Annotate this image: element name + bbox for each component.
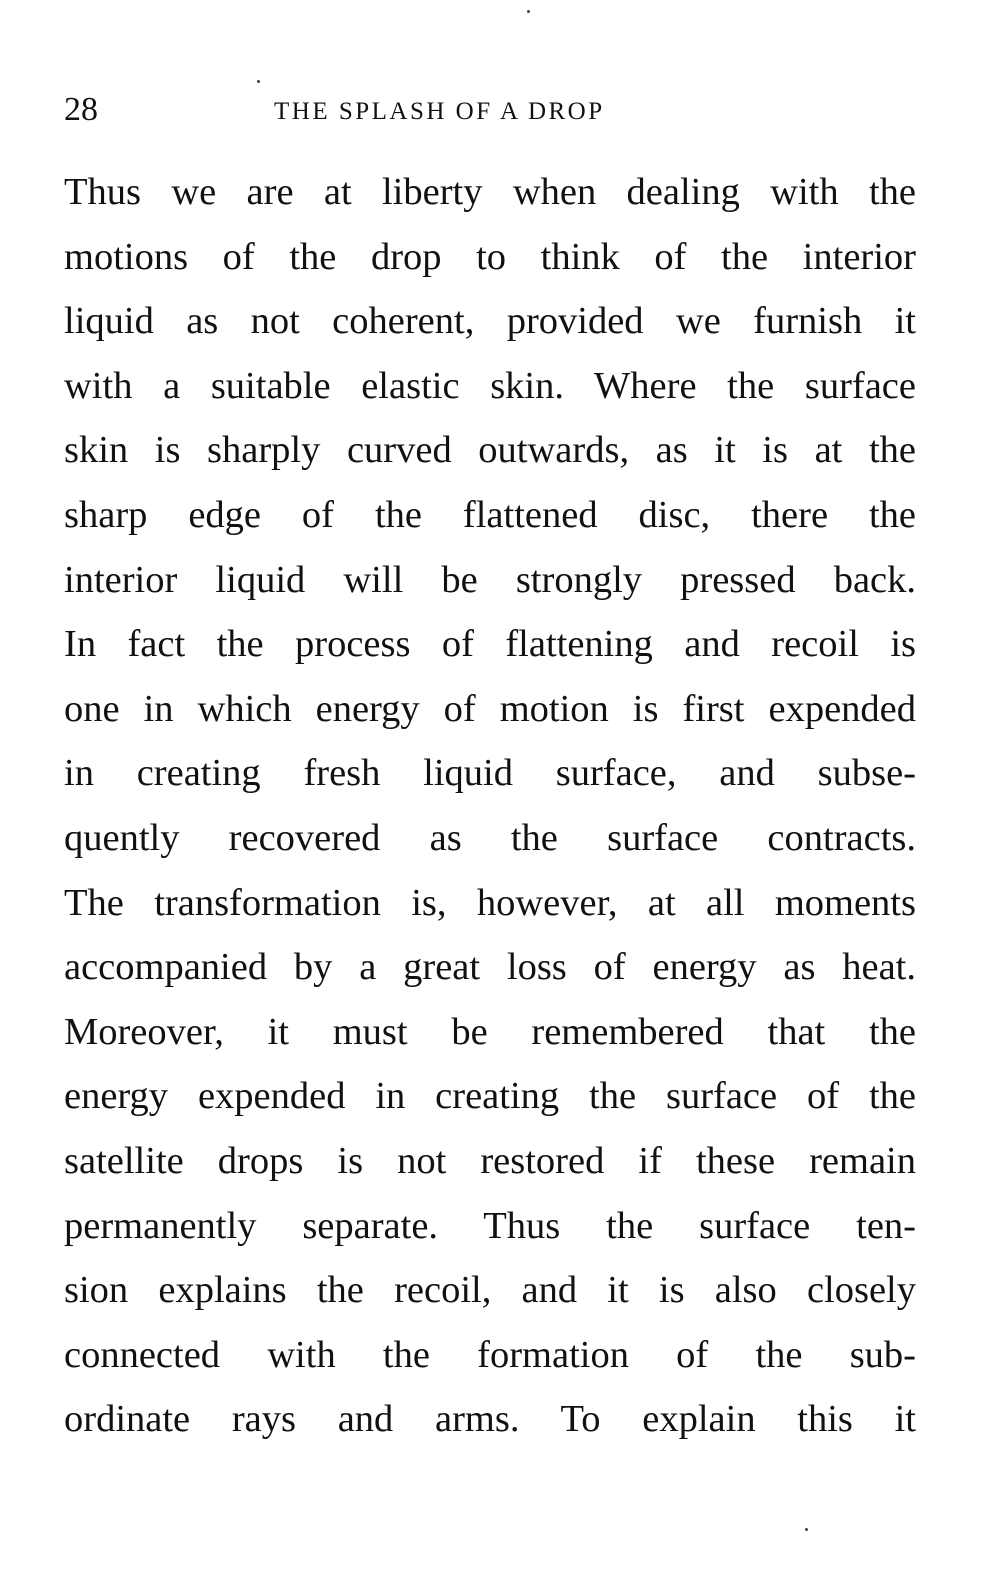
- text-line: interior liquid will be strongly pressed back.: [64, 558, 916, 601]
- text-line: permanently separate. Thus the surface ten-: [64, 1204, 916, 1247]
- text-line: quently recovered as the surface contracts.: [64, 816, 916, 859]
- text-line: ordinate rays and arms. To explain this it: [64, 1398, 916, 1441]
- print-speck: [527, 10, 530, 13]
- text-line: with a suitable elastic skin. Where the surface: [64, 364, 916, 407]
- text-line: liquid as not coherent, provided we furnish it: [64, 300, 916, 343]
- text-line: one in which energy of motion is first expended: [64, 687, 916, 730]
- text-line: sion explains the recoil, and it is also closely: [64, 1269, 916, 1312]
- text-line: satellite drops is not restored if these remain: [64, 1139, 916, 1182]
- text-line: in creating fresh liquid surface, and subse-: [64, 752, 916, 795]
- text-line: In fact the process of flattening and recoil is: [64, 623, 916, 666]
- running-head: [64, 88, 916, 132]
- body-text: [64, 160, 916, 1452]
- text-line: skin is sharply curved outwards, as it is at the: [64, 429, 916, 472]
- text-line: sharp edge of the flattened disc, there the: [64, 493, 916, 536]
- running-title: THE SPLASH OF A DROP: [274, 98, 605, 125]
- print-speck: [257, 80, 260, 83]
- text-line: energy expended in creating the surface of the: [64, 1075, 916, 1118]
- print-speck: [805, 1528, 808, 1531]
- text-line: connected with the formation of the sub-: [64, 1333, 916, 1376]
- text-line: Moreover, it must be remembered that the: [64, 1010, 916, 1053]
- text-line: motions of the drop to think of the interior: [64, 235, 916, 278]
- text-line: accompanied by a great loss of energy as heat.: [64, 946, 916, 989]
- text-line: Thus we are at liberty when dealing with the: [64, 171, 916, 213]
- text-line: The transformation is, however, at all moments: [64, 881, 916, 924]
- page-number: 28: [64, 91, 98, 128]
